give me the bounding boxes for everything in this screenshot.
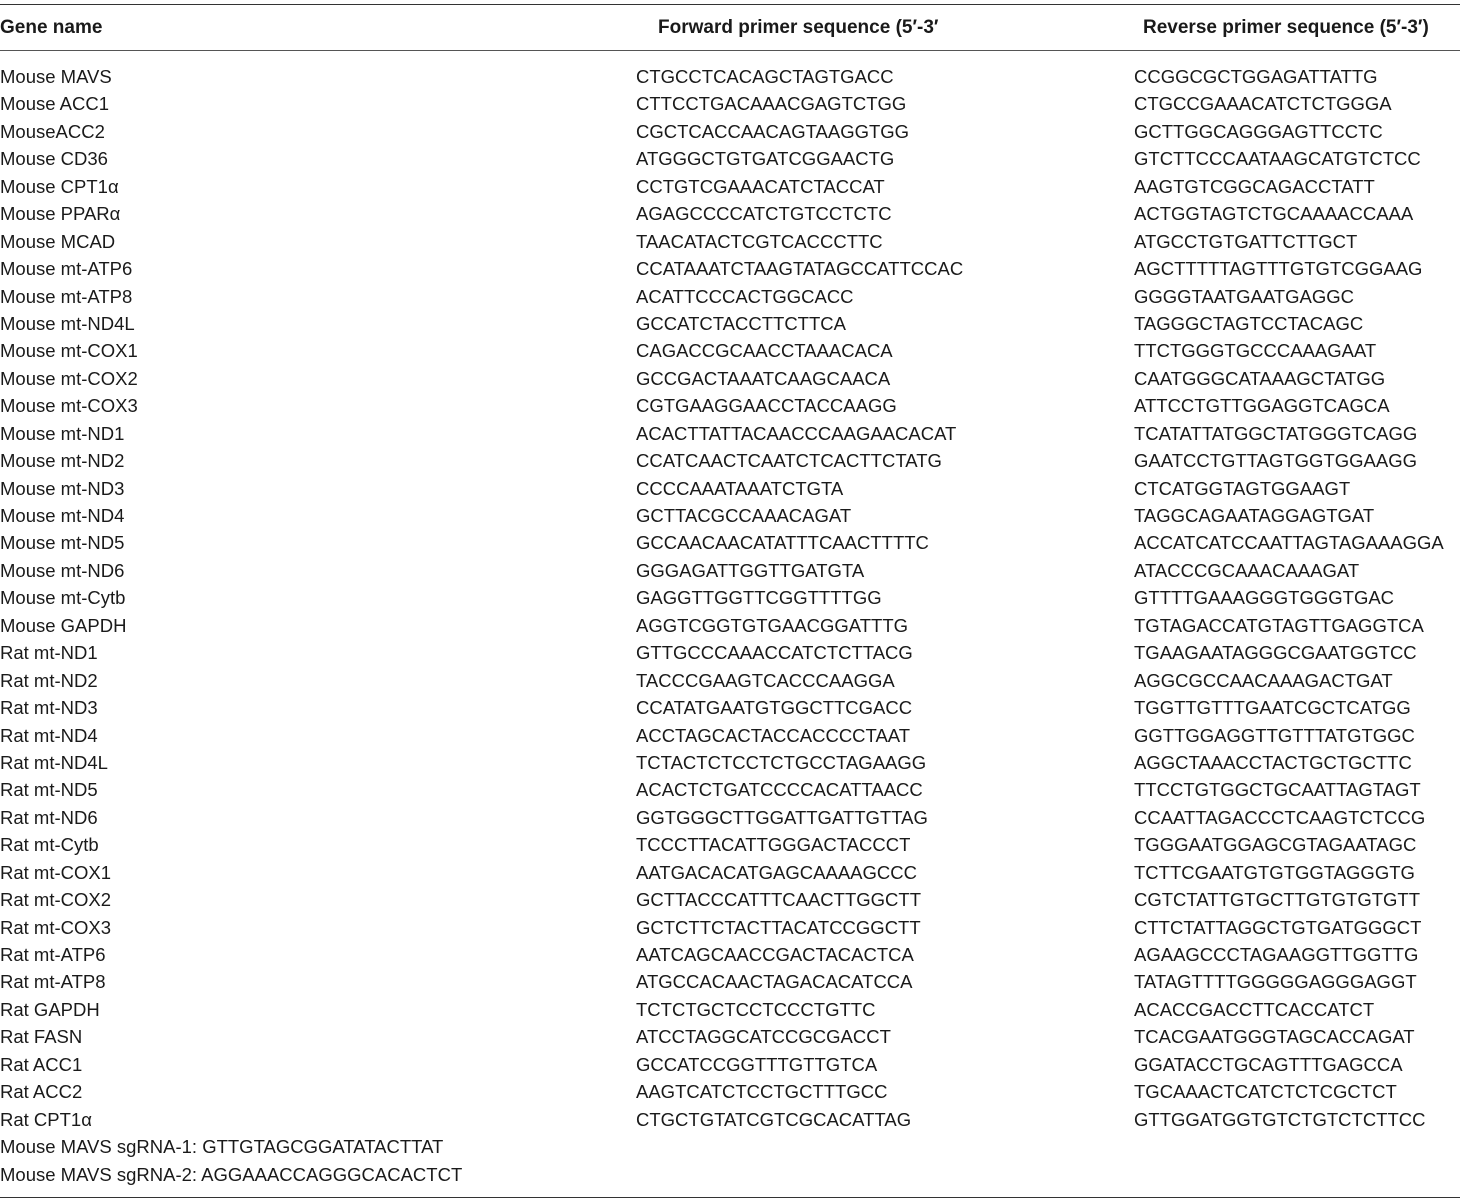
table-row xyxy=(0,1051,1460,1078)
table-row xyxy=(0,529,1460,556)
table-row xyxy=(0,1023,1460,1050)
forward-primer-cell: TCTACTCTCCTCTGCCTAGAAGG xyxy=(636,751,927,773)
table-row xyxy=(0,584,1460,611)
reverse-primer-cell: GTCTTCCCAATAAGCATGTCTCC xyxy=(1134,148,1421,170)
forward-primer-cell: GGTGGGCTTGGATTGATTGTTAG xyxy=(636,806,928,828)
header-reverse-primer: Reverse primer sequence (5′-3′) xyxy=(1143,17,1429,38)
gene-name-cell: Mouse CD36 xyxy=(0,148,108,170)
forward-primer-cell: CCATAAATCTAAGTATAGCCATTCCAC xyxy=(636,258,964,280)
table-row xyxy=(0,667,1460,694)
table-row xyxy=(0,557,1460,584)
gene-name-cell: Mouse GAPDH xyxy=(0,614,127,636)
gene-name-cell: Mouse mt-COX2 xyxy=(0,367,138,389)
reverse-primer-cell: TTCCTGTGGCTGCAATTAGTAGT xyxy=(1134,779,1421,801)
gene-name-cell: Mouse MAVS xyxy=(0,66,112,87)
gene-name-cell: Mouse MCAD xyxy=(0,230,116,252)
forward-primer-cell: AATGACACATGAGCAAAAGCCC xyxy=(636,861,917,883)
gene-name-cell: Mouse CPT1α xyxy=(0,175,119,197)
table-row xyxy=(0,255,1460,282)
gene-name-cell: MouseACC2 xyxy=(0,120,105,142)
reverse-primer-cell: GTTTTGAAAGGGTGGGTGAC xyxy=(1134,587,1395,609)
forward-primer-cell: GCCATCTACCTTCTTCA xyxy=(636,312,846,334)
table-row xyxy=(0,118,1460,145)
table-row xyxy=(0,145,1460,172)
forward-primer-cell: CCCCAAATAAATCTGTA xyxy=(636,477,844,499)
table-row xyxy=(0,63,1460,90)
table-row xyxy=(0,804,1460,831)
reverse-primer-cell: GTTGGATGGTGTCTGTCTCTTCC xyxy=(1134,1108,1426,1130)
forward-primer-cell: GCCAACAACATATTTCAACTTTTC xyxy=(636,532,929,554)
forward-primer-cell: CAGACCGCAACCTAAACACA xyxy=(636,340,893,362)
gene-name-cell: Rat CPT1α xyxy=(0,1108,92,1130)
gene-name-cell: Rat ACC1 xyxy=(0,1053,83,1075)
table-top-rule xyxy=(0,4,1460,5)
table-row xyxy=(0,173,1460,200)
reverse-primer-cell: CTCATGGTAGTGGAAGT xyxy=(1134,477,1351,499)
reverse-primer-cell: CTTCTATTAGGCTGTGATGGGCT xyxy=(1134,916,1422,938)
reverse-primer-cell: CCAATTAGACCCTCAAGTCTCCG xyxy=(1134,806,1426,828)
reverse-primer-cell: GGATACCTGCAGTTTGAGCCA xyxy=(1134,1053,1403,1075)
reverse-primer-cell: TATAGTTTTGGGGGAGGGAGGT xyxy=(1134,971,1417,993)
table-row xyxy=(0,1106,1460,1133)
gene-name-cell: Rat mt-ND2 xyxy=(0,669,98,691)
forward-primer-cell: AAGTCATCTCCTGCTTTGCC xyxy=(636,1081,888,1103)
gene-name-cell: Rat mt-COX1 xyxy=(0,861,112,883)
forward-primer-cell: CCATCAACTCAATCTCACTTCTATG xyxy=(636,450,942,472)
forward-primer-cell: CGCTCACCAACAGTAAGGTGG xyxy=(636,120,910,142)
reverse-primer-cell: TCATATTATGGCTATGGGTCAGG xyxy=(1134,422,1418,444)
table-row xyxy=(0,886,1460,913)
forward-primer-cell: TAACATACTCGTCACCCTTC xyxy=(636,230,883,252)
forward-primer-cell: GTTGCCCAAACCATCTCTTACG xyxy=(636,642,913,664)
forward-primer-cell: GAGGTTGGTTCGGTTTTGG xyxy=(636,587,882,609)
table-row xyxy=(0,283,1460,310)
table-row xyxy=(0,859,1460,886)
reverse-primer-cell: TCTTCGAATGTGTGGTAGGGTG xyxy=(1134,861,1415,883)
forward-primer-cell: AGAGCCCCATCTGTCCTCTC xyxy=(636,203,892,225)
table-row xyxy=(0,694,1460,721)
reverse-primer-cell: TGAAGAATAGGGCGAATGGTCC xyxy=(1134,642,1417,664)
gene-name-cell: Rat mt-Cytb xyxy=(0,834,99,856)
gene-name-cell: Mouse mt-ND2 xyxy=(0,450,125,472)
gene-name-cell: Mouse mt-ATP8 xyxy=(0,285,133,307)
table-row xyxy=(0,228,1460,255)
reverse-primer-cell: ATTCCTGTTGGAGGTCAGCA xyxy=(1134,395,1390,417)
reverse-primer-cell: TGGGAATGGAGCGTAGAATAGC xyxy=(1134,834,1417,856)
reverse-primer-cell: AGCTTTTTAGTTTGTGTCGGAAG xyxy=(1134,258,1423,280)
reverse-primer-cell: GAATCCTGTTAGTGGTGGAAGG xyxy=(1134,450,1417,472)
forward-primer-cell: TCTCTGCTCCTCCCTGTTC xyxy=(636,998,876,1020)
table-row xyxy=(0,420,1460,447)
reverse-primer-cell: TAGGCAGAATAGGAGTGAT xyxy=(1134,505,1375,526)
gene-name-cell: Rat mt-ND1 xyxy=(0,642,98,664)
gene-name-cell: Mouse ACC1 xyxy=(0,93,109,115)
gene-name-cell: Rat FASN xyxy=(0,1026,83,1048)
gene-name-cell: Mouse mt-ATP6 xyxy=(0,258,133,280)
forward-primer-cell: CTGCCTCACAGCTAGTGACC xyxy=(636,66,894,87)
forward-primer-cell: CTGCTGTATCGTCGCACATTAG xyxy=(636,1108,912,1130)
gene-name-cell: Rat mt-ND4 xyxy=(0,724,98,746)
forward-primer-cell: ATCCTAGGCATCCGCGACCT xyxy=(636,1026,891,1048)
forward-primer-cell: ACATTCCCACTGGCACC xyxy=(636,285,854,307)
table-row xyxy=(0,722,1460,749)
table-row xyxy=(0,996,1460,1023)
gene-name-cell: Mouse mt-ND5 xyxy=(0,532,125,554)
forward-primer-cell: AGGTCGGTGTGAACGGATTTG xyxy=(636,614,909,636)
forward-primer-cell: TACCCGAAGTCACCCAAGGA xyxy=(636,669,895,691)
table-row xyxy=(0,90,1460,117)
reverse-primer-cell: GGTTGGAGGTTGTTTATGTGGC xyxy=(1134,724,1415,746)
gene-name-cell: Mouse mt-ND1 xyxy=(0,422,125,444)
table-row xyxy=(0,475,1460,502)
forward-primer-cell: CCATATGAATGTGGCTTCGACC xyxy=(636,697,913,719)
gene-name-cell: Mouse mt-COX3 xyxy=(0,395,138,417)
table-row xyxy=(0,749,1460,776)
forward-primer-cell: GCTTACCCATTTCAACTTGGCTT xyxy=(636,889,922,911)
gene-name-cell: Mouse mt-ND4 xyxy=(0,505,125,526)
gene-name-cell: Mouse mt-Cytb xyxy=(0,587,126,609)
reverse-primer-cell: CTGCCGAAACATCTCTGGGA xyxy=(1134,93,1392,115)
table-row xyxy=(0,502,1460,529)
reverse-primer-cell: TAGGGCTAGTCCTACAGC xyxy=(1134,312,1364,334)
gene-name-cell: Mouse mt-ND4L xyxy=(0,312,135,334)
reverse-primer-cell: CGTCTATTGTGCTTGTGTGTGTT xyxy=(1134,889,1421,911)
table-row xyxy=(0,1078,1460,1105)
forward-primer-cell: GCCGACTAAATCAAGCAACA xyxy=(636,367,891,389)
table-bottom-rule xyxy=(0,1197,1460,1198)
reverse-primer-cell: TCACGAATGGGTAGCACCAGAT xyxy=(1134,1026,1415,1048)
table-row xyxy=(0,941,1460,968)
reverse-primer-cell: TGCAAACTCATCTCTCGCTCT xyxy=(1134,1081,1397,1103)
gene-name-cell: Rat mt-ATP8 xyxy=(0,971,106,993)
forward-primer-cell: TCCCTTACATTGGGACTACCCT xyxy=(636,834,911,856)
table-row xyxy=(0,831,1460,858)
gene-name-cell: Mouse mt-ND6 xyxy=(0,559,125,581)
header-rule xyxy=(0,50,1460,51)
reverse-primer-cell: AGAAGCCCTAGAAGGTTGGTTG xyxy=(1134,944,1419,965)
table-row xyxy=(0,447,1460,474)
reverse-primer-cell: AGGCTAAACCTACTGCTGCTTC xyxy=(1134,751,1412,773)
table-row xyxy=(0,392,1460,419)
forward-primer-cell: ATGCCACAACTAGACACATCCA xyxy=(636,971,913,993)
table-row xyxy=(0,639,1460,666)
reverse-primer-cell: CCGGCGCTGGAGATTATTG xyxy=(1134,66,1378,87)
gene-name-cell: Rat mt-ND6 xyxy=(0,806,98,828)
gene-name-cell: Mouse mt-ND3 xyxy=(0,477,125,499)
forward-primer-cell: ACACTCTGATCCCCACATTAACC xyxy=(636,779,923,801)
table-row xyxy=(0,310,1460,337)
forward-primer-cell: GCCATCCGGTTTGTTGTCA xyxy=(636,1053,878,1075)
reverse-primer-cell: ACCATCATCCAATTAGTAGAAAGGA xyxy=(1134,532,1444,554)
reverse-primer-cell: AGGCGCCAACAAAGACTGAT xyxy=(1134,669,1393,691)
forward-primer-cell: GCTTACGCCAAACAGAT xyxy=(636,505,852,526)
table-row xyxy=(0,968,1460,995)
forward-primer-cell: CGTGAAGGAACCTACCAAGG xyxy=(636,395,897,417)
reverse-primer-cell: TGTAGACCATGTAGTTGAGGTCA xyxy=(1134,614,1424,636)
forward-primer-cell: ACCTAGCACTACCACCCCTAAT xyxy=(636,724,911,746)
header-gene-name: Gene name xyxy=(0,17,103,38)
sgrna-note: Mouse MAVS sgRNA-2: AGGAAACCAGGGCACACTCT xyxy=(0,1163,463,1185)
table-row xyxy=(0,200,1460,227)
reverse-primer-cell: GGGGTAATGAATGAGGC xyxy=(1134,285,1354,307)
reverse-primer-cell: AAGTGTCGGCAGACCTATT xyxy=(1134,175,1375,197)
table-row xyxy=(0,365,1460,392)
forward-primer-cell: GCTCTTCTACTTACATCCGGCTT xyxy=(636,916,921,938)
gene-name-cell: Rat mt-ND5 xyxy=(0,779,98,801)
table-row xyxy=(0,914,1460,941)
table-row xyxy=(0,337,1460,364)
gene-name-cell: Rat mt-ATP6 xyxy=(0,944,106,965)
forward-primer-cell: AATCAGCAACCGACTACACTCA xyxy=(636,944,914,965)
sgrna-note: Mouse MAVS sgRNA-1: GTTGTAGCGGATATACTTAT xyxy=(0,1136,444,1158)
forward-primer-cell: ATGGGCTGTGATCGGAACTG xyxy=(636,148,895,170)
table-row xyxy=(0,776,1460,803)
gene-name-cell: Rat GAPDH xyxy=(0,998,100,1020)
gene-name-cell: Rat mt-ND3 xyxy=(0,697,98,719)
header-forward-primer: Forward primer sequence (5′-3′ xyxy=(658,17,939,38)
forward-primer-cell: CCTGTCGAAACATCTACCAT xyxy=(636,175,885,197)
reverse-primer-cell: ACTGGTAGTCTGCAAAACCAAA xyxy=(1134,203,1414,225)
table-row xyxy=(0,612,1460,639)
reverse-primer-cell: CAATGGGCATAAAGCTATGG xyxy=(1134,367,1386,389)
gene-name-cell: Rat ACC2 xyxy=(0,1081,83,1103)
reverse-primer-cell: ATACCCGCAAACAAAGAT xyxy=(1134,559,1360,581)
forward-primer-cell: GGGAGATTGGTTGATGTA xyxy=(636,559,865,581)
reverse-primer-cell: GCTTGGCAGGGAGTTCCTC xyxy=(1134,120,1383,142)
reverse-primer-cell: ACACCGACCTTCACCATCT xyxy=(1134,998,1375,1020)
primer-table-body xyxy=(0,63,1460,1188)
reverse-primer-cell: ATGCCTGTGATTCTTGCT xyxy=(1134,230,1358,252)
gene-name-cell: Rat mt-COX3 xyxy=(0,916,112,938)
gene-name-cell: Rat mt-ND4L xyxy=(0,751,108,773)
gene-name-cell: Mouse PPARα xyxy=(0,203,121,225)
gene-name-cell: Mouse mt-COX1 xyxy=(0,340,138,362)
forward-primer-cell: CTTCCTGACAAACGAGTCTGG xyxy=(636,93,907,115)
reverse-primer-cell: TTCTGGGTGCCCAAAGAAT xyxy=(1134,340,1377,362)
reverse-primer-cell: TGGTTGTTTGAATCGCTCATGG xyxy=(1134,697,1411,719)
gene-name-cell: Rat mt-COX2 xyxy=(0,889,112,911)
forward-primer-cell: ACACTTATTACAACCCAAGAACACAT xyxy=(636,422,957,444)
